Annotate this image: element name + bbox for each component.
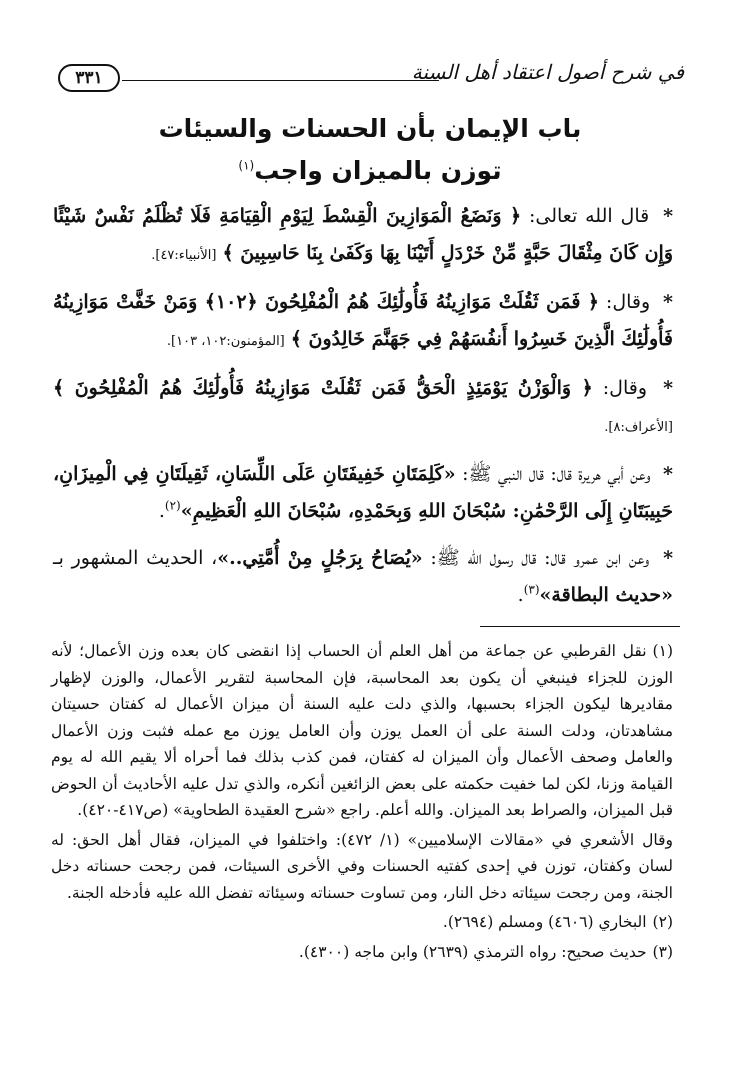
bullet-mark: *: [663, 463, 673, 485]
footnote-3: [51, 939, 673, 966]
footnote-ref-3: (٣): [523, 582, 540, 597]
bullet-mark: *: [663, 291, 673, 313]
sentence-end: .: [517, 584, 524, 606]
footnote-text: وقال الأشعري في «مقالات الإسلاميين» (١/ ٤٧٢): واختلفوا في الميزان، فقال أهل الحق: له لسان وكفتان، توزن في إحدى كفتيه الحسنات وفي الأخرى السيئات، فمن رجحت حسناته دخل الجنة، ومن رجحت سيئاته دخل النار، ومن تساوت حسناته وسيئاته تفضل الله عليه فأدخله الجنة.: [51, 830, 673, 902]
footnote-number: (١): [652, 642, 673, 660]
quran-verse: ﴿ فَمَن ثَقُلَتْ مَوَازِينُهُ فَأُولَٰئِكَ هُمُ الْمُفْلِحُونَ ﴿١٠٢﴾ وَمَنْ خَفَّتْ مَوَازِينُهُ فَأُولَٰئِكَ الَّذِينَ خَسِرُوا أَنفُسَهُمْ فِي جَهَنَّمَ خَالِدُونَ ﴾: [53, 291, 673, 350]
footnote-text: البخاري (٤٦٠٦) ومسلم (٢٦٩٤).: [442, 913, 647, 931]
bullet-mark: *: [663, 377, 673, 399]
footnote-number: (٣): [652, 942, 673, 961]
footnote-separator: [480, 626, 680, 627]
header-rule: [122, 80, 439, 81]
paragraph-intro: وقال:: [602, 377, 648, 399]
paragraph-intro: وعن ابن عمرو قال: قال رسول الله ﷺ:: [430, 547, 650, 569]
footnote-number: (٢): [652, 913, 673, 931]
footnotes: [51, 638, 673, 968]
footnote-ref-1: (١): [238, 158, 255, 173]
hadith-name: «حديث البطاقة»: [539, 584, 673, 606]
hadith-text: «يُصَاحُ بِرَجُلٍ مِنْ أُمَّتِي..»: [217, 547, 423, 569]
page-header: [58, 58, 684, 98]
quran-verse: ﴿ وَالْوَزْنُ يَوْمَئِذٍ الْحَقُّ فَمَن ثَقُلَتْ مَوَازِينُهُ فَأُولَٰئِكَ هُمُ الْمُفْلِحُونَ ﴾: [53, 377, 593, 399]
bullet-mark: *: [663, 547, 673, 569]
paragraph-ibn-amr: [53, 540, 673, 614]
footnote-ref-2: (٢): [164, 498, 181, 513]
paragraph-intro: وعن أبي هريرة قال: قال النبي ﷺ:: [462, 463, 651, 485]
sentence-end: .: [158, 500, 165, 522]
verse-reference: [الأنبياء:٤٧].: [151, 248, 217, 263]
paragraph-intro: وقال:: [605, 291, 651, 313]
verse-reference: [الأعراف:٨].: [604, 420, 673, 435]
paragraph-araf: [53, 370, 673, 446]
chapter-title-line2: توزن بالميزان واجب: [254, 156, 502, 185]
footnote-text: نقل القرطبي عن جماعة من أهل العلم أن الحساب إذا انقضى كان بعده وزن الأعمال؛ لأنه الوزن للجزاء فينبغي أن يكون بعد المحاسبة، فإن المحاسبة لتقرير الأعمال، والوزن لإظهار مقاديرها ليكون الجزاء بحسبها، والذي دلت عليه السنة أن ميزان الأعمال له كفتان حسيتان مشاهدتان، ودلت السنة على أن العمل يوزن وأن العامل يوزن مع عمله فثبت وزن الأعمال والعامل وصحف الأعمال وأن الميزان له كفتان، فمن كذب بذلك فما أحراه ألا يقيم الله له يوم القيامة وزنا، لكن لما خفيت حكمته على بعض الزائغين أنكره، والذي تدل عليه الأحاديث أن الحوض قبل الميزان، والصراط بعد الميزان. والله أعلم. راجع «شرح العقيدة الطحاوية» (ص٤١٧-٤٢٠).: [51, 642, 673, 819]
paragraph-middle: ، الحديث المشهور بـ: [53, 547, 218, 569]
body-text: [53, 198, 673, 624]
footnote-1: [51, 638, 673, 824]
paragraph-muminun: [53, 284, 673, 360]
footnote-1-continued: [51, 827, 673, 907]
chapter-title-line1: باب الإيمان بأن الحسنات والسيئات: [158, 114, 582, 143]
bullet-mark: *: [663, 205, 674, 227]
paragraph-intro: قال الله تعالى:: [528, 205, 650, 227]
footnote-text: حديث صحيح: رواه الترمذي (٢٦٣٩) وابن ماجه (٤٣٠٠).: [298, 942, 647, 961]
page-number: ٣٣١: [58, 64, 120, 92]
verse-reference: [المؤمنون:١٠٢، ١٠٣].: [166, 334, 285, 349]
footnote-2: [51, 909, 673, 936]
chapter-title-line2-wrap: [60, 150, 680, 192]
paragraph-abu-hurayra: [53, 456, 673, 530]
chapter-heading: [60, 108, 680, 192]
running-title: في شرح أصول اعتقاد أهل السنة: [411, 60, 684, 84]
quran-verse: ﴿ وَنَضَعُ الْمَوَازِينَ الْقِسْطَ لِيَوْمِ الْقِيَامَةِ فَلَا تُظْلَمُ نَفْسٌ شَيْئًا وَإِن كَانَ مِثْقَالَ حَبَّةٍ مِّنْ خَرْدَلٍ أَتَيْنَا بِهَا وَكَفَىٰ بِنَا حَاسِبِينَ ﴾: [53, 205, 673, 264]
paragraph-anbiya: [53, 198, 673, 274]
hadith-text: «كَلِمَتَانِ خَفِيفَتَانِ عَلَى اللِّسَانِ، ثَقِيلَتَانِ فِي الْمِيزَانِ، حَبِيبَتَانِ إِلَى الرَّحْمَٰنِ: سُبْحَانَ اللهِ وَبِحَمْدِهِ، سُبْحَانَ اللهِ الْعَظِيمِ»: [53, 463, 673, 522]
